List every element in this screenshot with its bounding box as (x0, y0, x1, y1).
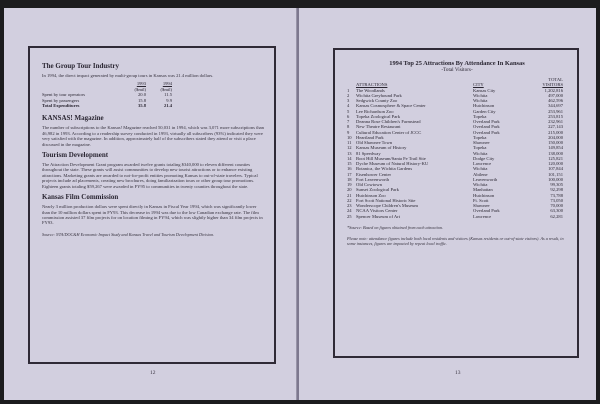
attraction-name: Wichita Greyhound Park (356, 92, 402, 98)
attraction-name: Botanica, the Wichita Gardens (356, 166, 413, 172)
rank: 11 (347, 140, 352, 145)
right-page-frame (333, 48, 579, 358)
rank: 21 (347, 192, 352, 198)
visitors: 73,050 (550, 197, 563, 203)
tourism-heading: Tourism Development (42, 151, 109, 160)
city: Lawrence (473, 161, 492, 166)
visitors: 100,000 (548, 176, 563, 182)
row-value-1993: 20.0 (137, 92, 146, 98)
attractions-title: 1994 Top 25 Attractions By Attendance In Kansas (389, 60, 525, 67)
attraction-name: Heartland Park (356, 134, 384, 140)
city: Wichita (473, 166, 488, 172)
rank: 6 (347, 113, 350, 119)
visitors: 344,697 (548, 103, 563, 109)
year-1994-header: 1994 (162, 81, 172, 87)
attraction-name: Wonderscope Children's Museum (356, 203, 418, 208)
attraction-name: Dyche Museum of Natural History-KU (356, 161, 429, 166)
group-tour-paragraph: In 1994, the direct impact generated by multi-group tours in Kansas was 21.4 million dollars. (42, 73, 214, 78)
visitors: 150,000 (548, 140, 563, 145)
city: Wichita (473, 182, 488, 187)
visitors: 227,143 (548, 124, 563, 130)
city: Kansas City (473, 87, 496, 93)
visitors: 73,788 (550, 192, 563, 198)
tourism-paragraph: The Attraction Development Grant program awarded twelve grants totaling $340,000 to eleven different counties throughout the state. These grants will assist communities to develop new tourist attractions or to enhance existing attractions. Marketing grants are awarded to not-for-profit entities promoting Kansas to out-of-state travelers. Typical projects include ad placements, creating new brochures, doing familiarization tours or other group tour promotions. Eighteen grants totaling $59,267 were awarded in FY95 to communities in twenty counties throughout the state. (42, 162, 258, 189)
rank: 9 (347, 129, 350, 135)
city: Overland Park (473, 208, 500, 214)
source-note: Source: NTA/DOC&H Economic Impact Study and Kansas Travel and Tourism Development Division. (42, 231, 215, 237)
visitors: 63,300 (550, 208, 563, 214)
city: Wichita (473, 150, 488, 156)
attraction-name: Kansas Cosmosphere & Space Center (356, 103, 426, 109)
attendance-note: Please note: attendance figures include both local residents and visitors (Kansas residents or out-of-state visitors). As a result, in some instances, figures are impacted by repeat local traffic. (347, 235, 564, 246)
table-row-total (42, 103, 264, 108)
table-row (347, 214, 567, 219)
attractions-table (347, 77, 567, 219)
city-column-header: CITY (473, 82, 484, 88)
visitors-column-header: VISITORS (542, 82, 563, 88)
visitors: 497,000 (548, 92, 563, 98)
magazine-paragraph: The number of subscriptions to the Kansas! Magazine reached 50,031 in 1994, which was 3,071 more subscriptions than 46,982 in 1993. According to a readership survey conducted in 1993, virtually all subscribers (93%) indicated they were very satisfied with the magazine. In addition, approximately half of the subscribers stated they attend or visit a place discussed in the magazine. (42, 125, 264, 147)
year-1993-header: 1993 (136, 81, 146, 87)
left-page (4, 8, 297, 400)
city: Manhattan (473, 187, 493, 193)
city: Hutchinson (473, 192, 495, 198)
rank: 15 (347, 161, 352, 166)
rank: 19 (347, 182, 352, 187)
page-number-right: 13 (455, 370, 461, 376)
city: Lawrence (473, 213, 492, 219)
magazine-heading: KANSAS! Magazine (42, 114, 104, 123)
attraction-name: Spencer Museum of Art (356, 213, 401, 219)
row-value-1994: 21.4 (163, 103, 172, 109)
attraction-name: Boot Hill Museum/Santa Fe Trail Site (356, 155, 426, 161)
city: Abilene (473, 171, 488, 177)
city: Hutchinson (473, 103, 495, 109)
rank: 4 (347, 103, 350, 109)
rank: 3 (347, 98, 350, 103)
attraction-name: The Woodlands (356, 87, 385, 93)
visitors: 204,000 (548, 134, 563, 140)
row-value-1993: 15.8 (137, 97, 146, 103)
rank: 23 (347, 203, 352, 208)
row-value-1993: 35.8 (137, 103, 146, 109)
visitors: 253,815 (548, 113, 563, 119)
city: Garden City (473, 108, 496, 114)
rank: 12 (347, 145, 352, 151)
attraction-name: Lee Richardson Zoo (356, 108, 394, 114)
city: Wichita (473, 98, 488, 103)
attraction-name: Sunset Zoological Park (356, 187, 399, 193)
row-label: Spent by tour operators (42, 92, 85, 98)
rank: 18 (347, 176, 352, 182)
rank: 22 (347, 197, 352, 203)
city: Leavenworth (473, 176, 498, 182)
film-heading: Kansas Film Commission (42, 193, 119, 202)
city: Wichita (473, 92, 488, 98)
attractions-subtitle: -Total Visitors- (441, 67, 473, 73)
attractions-table-body (347, 88, 567, 219)
visitors: 462,596 (548, 98, 563, 103)
city: Dodge City (473, 155, 495, 161)
visitors: 149,854 (548, 145, 563, 151)
attraction-name: New Theatre Restaurant (356, 124, 401, 130)
city: Overland Park (473, 124, 500, 130)
visitors: 62,281 (550, 213, 563, 219)
attraction-name: Old Cowtown (356, 182, 382, 187)
city: Topeka (473, 113, 487, 119)
attraction-name: Deanna Rose Children's Farmstead (356, 119, 421, 124)
attraction-name: Cultural Education Center of JCCC (356, 129, 422, 135)
group-tour-heading: The Group Tour Industry (42, 62, 119, 70)
visitors: 253,961 (548, 108, 563, 114)
city: Overland Park (473, 129, 500, 135)
rank: 20 (347, 187, 352, 193)
attraction-name: Topeka Zoological Park (356, 113, 401, 119)
attraction-name: Kansas Museum of History (356, 145, 407, 151)
rank: 7 (347, 119, 350, 124)
rank: 24 (347, 208, 352, 214)
city: Overland Park (473, 119, 500, 124)
rank: 10 (347, 134, 352, 140)
rank: 16 (347, 166, 352, 172)
rank: 14 (347, 155, 352, 161)
visitors: 70,000 (550, 203, 563, 208)
attraction-name: Old Shawnee Town (356, 140, 393, 145)
rank: 17 (347, 171, 352, 177)
rank: 25 (347, 213, 352, 219)
rank: 8 (347, 124, 350, 130)
visitors: 1,202,816 (544, 87, 563, 93)
expenditure-table (42, 81, 264, 108)
visitors: 107,844 (548, 166, 563, 172)
total-header: TOTAL (548, 77, 563, 82)
visitors: 99,305 (550, 182, 563, 187)
attraction-name: Fort Leavenworth (356, 176, 390, 182)
visitors: 92,298 (550, 187, 563, 193)
city: Topeka (473, 145, 487, 151)
right-page (299, 8, 596, 400)
attraction-name: Eisenhower Center (356, 171, 392, 177)
attraction-name: NCAA Visitors Center (356, 208, 398, 214)
visitors: 120,000 (548, 161, 563, 166)
visitors: 101,151 (548, 171, 563, 177)
unit-1993: ($mil) (134, 86, 146, 92)
rank: 5 (347, 108, 350, 114)
visitors: 215,000 (548, 129, 563, 135)
city: Ft. Scott (473, 197, 489, 203)
city: Shawnee (473, 140, 490, 145)
row-label: Spent by passengers (42, 97, 80, 103)
rank: 13 (347, 150, 352, 156)
city: Topeka (473, 134, 487, 140)
city: Shawnee (473, 203, 490, 208)
row-value-1994: 11.5 (164, 92, 172, 98)
source-footnote: *Source: Based on figures obtained from each attraction. (347, 224, 444, 230)
attraction-name: Sedgwick County Zoo (356, 98, 398, 103)
visitors: 125,821 (548, 155, 563, 161)
row-value-1994: 9.9 (166, 97, 172, 103)
rank: 2 (347, 92, 350, 98)
row-label: Total Expenditures (42, 103, 80, 109)
unit-1994: ($mil) (160, 86, 172, 92)
attraction-name: 81 Speedway (356, 150, 381, 156)
page-number-left: 12 (150, 370, 156, 376)
visitors: 232,961 (548, 119, 563, 124)
attractions-column-header: ATTRACTIONS (356, 82, 388, 88)
attraction-name: Hutchinson Zoo (356, 192, 386, 198)
rank: 1 (347, 87, 350, 93)
film-paragraph: Nearly 3 million production dollars were spent directly in Kansas in Fiscal Year 1994, which was significantly lower than the 10 million dollars spent in FY93. This decrease in 1994 was due to the low Canadian exchange rate. The film commission assisted 37 film projects for on location filming in FY94, which was slightly higher than 34 film projects in FY93. (42, 204, 263, 226)
visitors: 138,000 (548, 150, 563, 156)
left-page-frame (28, 46, 276, 364)
attraction-name: Fort Scott National Historic Site (356, 197, 416, 203)
